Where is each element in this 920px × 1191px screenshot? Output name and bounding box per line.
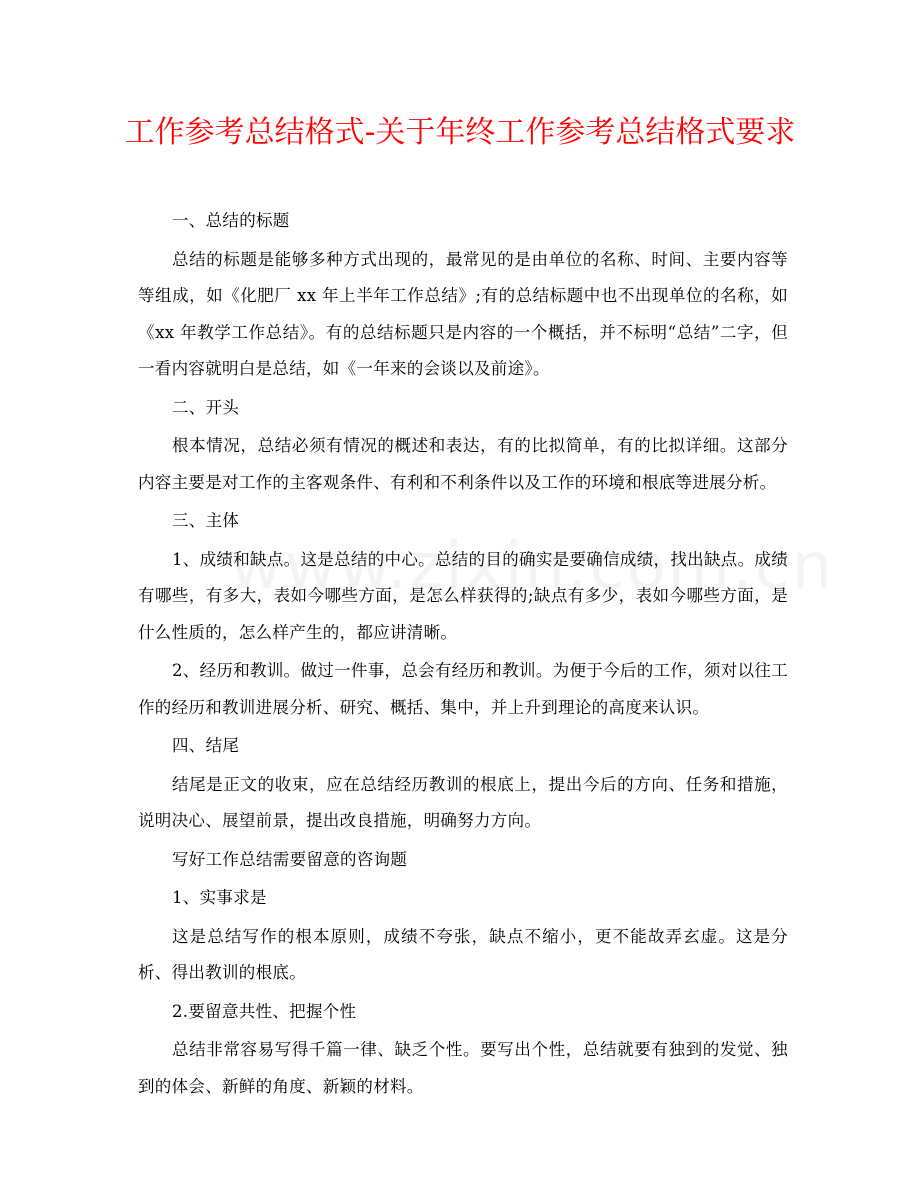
body-paragraph: 2、经历和教训。做过一件事，总会有经历和教训。为便于今后的工作，须对以往工作的经历和教训进展分析、研究、概括、集中，并上升到理论的高度来认识。 [138, 661, 788, 717]
body-paragraph: 这是总结写作的根本原则，成绩不夸张，缺点不缩小，更不能故弄玄虚。这是分析、得出教训的根底。 [138, 926, 788, 982]
document-body [138, 203, 788, 1105]
section-heading-ending: 四、结尾 [172, 736, 240, 755]
section-heading-title: 一、总结的标题 [172, 211, 290, 230]
subheading: 2.要留意共性、把握个性 [172, 1001, 357, 1021]
section-heading-main: 三、主体 [172, 511, 240, 530]
section-heading-notes: 写好工作总结需要留意的咨询题 [172, 849, 408, 869]
subheading: 1、实事求是 [172, 888, 267, 907]
body-paragraph: 结尾是正文的收束，应在总结经历教训的根底上，提出今后的方向、任务和措施，说明决心、展望前景，提出改良措施，明确努力方向。 [138, 774, 788, 830]
body-paragraph: 总结非常容易写得千篇一律、缺乏个性。要写出个性，总结就要有独到的发觉、独到的体会、新鲜的角度、新颖的材料。 [138, 1040, 788, 1096]
document-title: 工作参考总结格式-关于年终工作参考总结格式要求 [124, 115, 796, 150]
body-paragraph: 根本情况，总结必须有情况的概述和表达，有的比拟简单，有的比拟详细。这部分内容主要是对工作的主客观条件、有利和不利条件以及工作的环境和根底等进展分析。 [138, 436, 788, 492]
body-paragraph: 总结的标题是能够多种方式出现的，最常见的是由单位的名称、时间、主要内容等等组成，如《化肥厂 xx 年上半年工作总结》;有的总结标题中也不出现单位的名称，如《xx 年教学工作总结》。有的总结标题只是内容的一个概括，并不标明“总结”二字，但一看内容就明白是总结，如《一年来的会谈以及前途》。 [138, 249, 788, 378]
section-heading-opening: 二、开头 [172, 397, 240, 417]
body-paragraph: 1、成绩和缺点。这是总结的中心。总结的目的确实是要确信成绩，找出缺点。成绩有哪些，有多大，表如今哪些方面，是怎么样获得的;缺点有多少，表如今哪些方面，是什么性质的，怎么样产生的，都应讲清晰。 [138, 549, 788, 642]
